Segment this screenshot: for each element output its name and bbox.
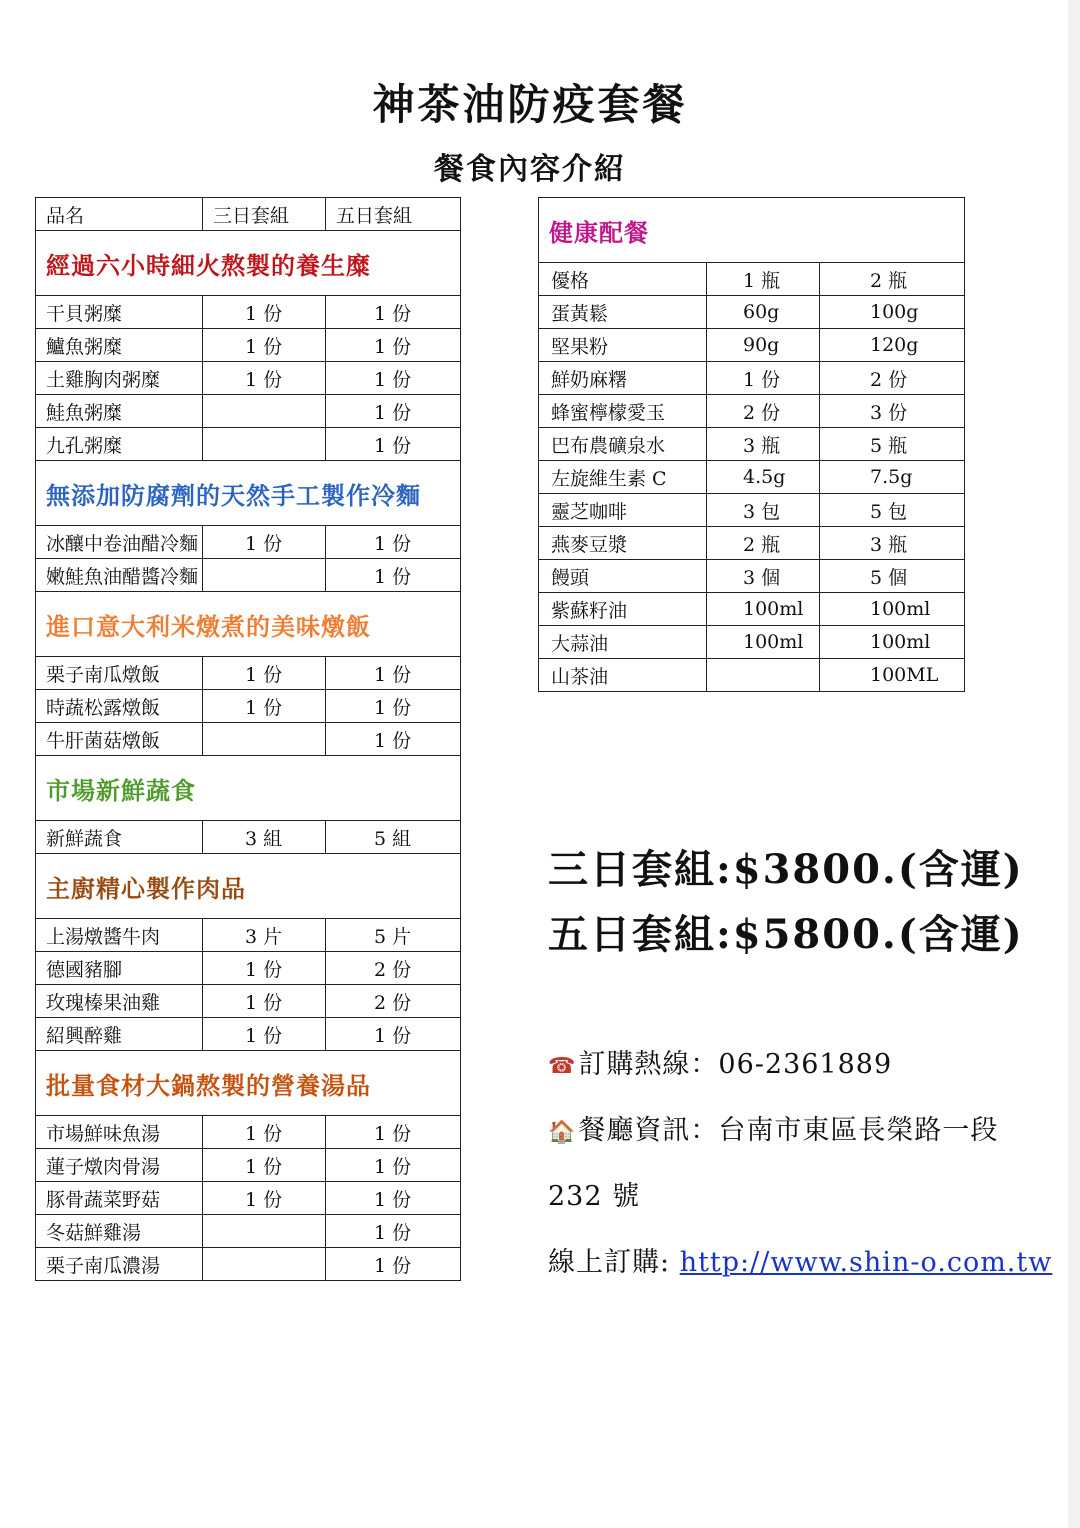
price-three-day: 三日套組:$3800.(含運) xyxy=(548,846,1024,893)
section-title: 健康配餐 xyxy=(539,198,965,263)
item-name: 蓮子燉肉骨湯 xyxy=(36,1149,203,1182)
five-day-qty: 100ml xyxy=(820,626,965,659)
table-row xyxy=(36,329,461,362)
item-name: 市場鮮味魚湯 xyxy=(36,1116,203,1149)
three-day-qty xyxy=(203,428,326,461)
five-day-qty: 1 份 xyxy=(326,1182,461,1215)
table-row xyxy=(36,1018,461,1051)
page-subtitle: 餐食內容介紹 xyxy=(434,152,626,187)
three-day-qty: 1 瓶 xyxy=(707,263,820,296)
hotline-text: 訂購熱線：06-2361889 xyxy=(578,1049,893,1080)
three-day-qty: 1 份 xyxy=(203,1182,326,1215)
item-name: 德國豬腳 xyxy=(36,952,203,985)
three-day-qty: 1 份 xyxy=(203,329,326,362)
table-row xyxy=(539,428,965,461)
table-row xyxy=(539,461,965,494)
three-day-qty: 1 份 xyxy=(203,1018,326,1051)
three-day-qty: 1 份 xyxy=(203,952,326,985)
section-title: 主廚精心製作肉品 xyxy=(36,854,461,919)
five-day-qty: 3 份 xyxy=(820,395,965,428)
table-row xyxy=(36,1149,461,1182)
three-day-qty: 3 片 xyxy=(203,919,326,952)
three-day-qty xyxy=(203,395,326,428)
item-name: 嫩鮭魚油醋醬冷麵 xyxy=(36,559,203,592)
item-name: 鮮奶麻糬 xyxy=(539,362,707,395)
website-link[interactable]: http://www.shin-o.com.tw xyxy=(679,1247,1053,1278)
five-day-qty: 120g xyxy=(820,329,965,362)
three-day-qty: 1 份 xyxy=(203,362,326,395)
three-day-qty xyxy=(203,559,326,592)
page-edge-strip xyxy=(1068,0,1080,1528)
three-day-qty: 2 份 xyxy=(707,395,820,428)
three-day-qty: 1 份 xyxy=(707,362,820,395)
item-name: 栗子南瓜濃湯 xyxy=(36,1248,203,1281)
three-day-qty: 4.5g xyxy=(707,461,820,494)
item-name: 豚骨蔬菜野菇 xyxy=(36,1182,203,1215)
item-name: 大蒜油 xyxy=(539,626,707,659)
house-icon: 🏠 xyxy=(548,1120,577,1145)
table-row xyxy=(539,560,965,593)
three-day-qty: 1 份 xyxy=(203,1116,326,1149)
header-cell: 品名 xyxy=(36,198,203,231)
address-line-2: 232 號 xyxy=(548,1181,641,1212)
table-row xyxy=(36,690,461,723)
table-row xyxy=(36,1182,461,1215)
five-day-qty: 1 份 xyxy=(326,329,461,362)
header-cell: 五日套組 xyxy=(326,198,461,231)
five-day-qty: 2 份 xyxy=(326,985,461,1018)
table-row xyxy=(36,362,461,395)
item-name: 玫瑰榛果油雞 xyxy=(36,985,203,1018)
restaurant-info xyxy=(548,1108,998,1147)
item-name: 巴布農礦泉水 xyxy=(539,428,707,461)
online-order-label: 線上訂購: xyxy=(548,1247,680,1278)
table-row xyxy=(36,1116,461,1149)
three-day-qty xyxy=(203,1248,326,1281)
item-name: 九孔粥糜 xyxy=(36,428,203,461)
five-day-qty: 1 份 xyxy=(326,723,461,756)
table-row xyxy=(36,985,461,1018)
item-name: 蜂蜜檸檬愛玉 xyxy=(539,395,707,428)
five-day-qty: 1 份 xyxy=(326,559,461,592)
item-name: 紹興醉雞 xyxy=(36,1018,203,1051)
five-day-qty: 7.5g xyxy=(820,461,965,494)
three-day-qty: 1 份 xyxy=(203,526,326,559)
three-day-qty: 3 包 xyxy=(707,494,820,527)
three-day-qty: 90g xyxy=(707,329,820,362)
item-name: 左旋維生素 C xyxy=(539,461,707,494)
price-five-day: 五日套組:$5800.(含運) xyxy=(548,911,1024,958)
address-line-1: 餐廳資訊：台南市東區長榮路一段 xyxy=(578,1115,999,1146)
item-name: 優格 xyxy=(539,263,707,296)
three-day-qty xyxy=(203,1215,326,1248)
five-day-qty: 1 份 xyxy=(326,1149,461,1182)
table-row xyxy=(36,1248,461,1281)
section-row xyxy=(539,198,965,263)
item-name: 時蔬松露燉飯 xyxy=(36,690,203,723)
health-addon-table xyxy=(538,197,965,692)
five-day-qty: 1 份 xyxy=(326,657,461,690)
item-name: 鱸魚粥糜 xyxy=(36,329,203,362)
phone-icon: ☎ xyxy=(548,1054,577,1079)
item-name: 土雞胸肉粥糜 xyxy=(36,362,203,395)
table-row xyxy=(36,395,461,428)
three-day-qty: 1 份 xyxy=(203,296,326,329)
section-row xyxy=(36,592,461,657)
five-day-qty: 2 瓶 xyxy=(820,263,965,296)
three-day-qty: 3 組 xyxy=(203,821,326,854)
five-day-qty: 1 份 xyxy=(326,1116,461,1149)
section-row xyxy=(36,756,461,821)
item-name: 新鮮蔬食 xyxy=(36,821,203,854)
five-day-qty: 1 份 xyxy=(326,1248,461,1281)
three-day-qty: 1 份 xyxy=(203,657,326,690)
set-menu-table xyxy=(35,197,461,1281)
section-title: 無添加防腐劑的天然手工製作冷麵 xyxy=(36,461,461,526)
item-name: 堅果粉 xyxy=(539,329,707,362)
item-name: 饅頭 xyxy=(539,560,707,593)
five-day-qty: 100g xyxy=(820,296,965,329)
table-row xyxy=(539,296,965,329)
table-row xyxy=(539,362,965,395)
item-name: 干貝粥糜 xyxy=(36,296,203,329)
table-row xyxy=(539,329,965,362)
table-row xyxy=(36,919,461,952)
header-cell: 三日套組 xyxy=(203,198,326,231)
table-row xyxy=(539,626,965,659)
five-day-qty: 5 片 xyxy=(326,919,461,952)
table-row xyxy=(36,723,461,756)
item-name: 燕麥豆漿 xyxy=(539,527,707,560)
table-row xyxy=(36,296,461,329)
item-name: 冬菇鮮雞湯 xyxy=(36,1215,203,1248)
five-day-qty: 1 份 xyxy=(326,1018,461,1051)
table-row xyxy=(36,952,461,985)
section-row xyxy=(36,1051,461,1116)
five-day-qty: 1 份 xyxy=(326,690,461,723)
three-day-qty: 3 瓶 xyxy=(707,428,820,461)
three-day-qty: 100ml xyxy=(707,593,820,626)
three-day-qty xyxy=(203,723,326,756)
three-day-qty: 1 份 xyxy=(203,1149,326,1182)
section-row xyxy=(36,854,461,919)
three-day-qty: 1 份 xyxy=(203,985,326,1018)
five-day-qty: 100ml xyxy=(820,593,965,626)
three-day-qty: 1 份 xyxy=(203,690,326,723)
item-name: 鮭魚粥糜 xyxy=(36,395,203,428)
five-day-qty: 1 份 xyxy=(326,1215,461,1248)
order-hotline xyxy=(548,1042,892,1081)
five-day-qty: 1 份 xyxy=(326,296,461,329)
five-day-qty: 2 份 xyxy=(326,952,461,985)
section-row xyxy=(36,461,461,526)
five-day-qty: 2 份 xyxy=(820,362,965,395)
item-name: 栗子南瓜燉飯 xyxy=(36,657,203,690)
online-order xyxy=(548,1240,1052,1279)
five-day-qty: 5 包 xyxy=(820,494,965,527)
item-name: 靈芝咖啡 xyxy=(539,494,707,527)
table-row xyxy=(539,263,965,296)
three-day-qty xyxy=(707,659,820,692)
table-row xyxy=(539,494,965,527)
five-day-qty: 5 瓶 xyxy=(820,428,965,461)
table-row xyxy=(36,526,461,559)
five-day-qty: 1 份 xyxy=(326,428,461,461)
five-day-qty: 5 個 xyxy=(820,560,965,593)
table-row xyxy=(36,821,461,854)
table-row xyxy=(36,1215,461,1248)
table-row xyxy=(539,593,965,626)
five-day-qty: 1 份 xyxy=(326,526,461,559)
section-title: 批量食材大鍋熬製的營養湯品 xyxy=(36,1051,461,1116)
section-row xyxy=(36,231,461,296)
three-day-qty: 2 瓶 xyxy=(707,527,820,560)
five-day-qty: 3 瓶 xyxy=(820,527,965,560)
table-header-row xyxy=(36,198,461,231)
section-title: 市場新鮮蔬食 xyxy=(36,756,461,821)
table-row xyxy=(539,395,965,428)
item-name: 紫蘇籽油 xyxy=(539,593,707,626)
item-name: 牛肝菌菇燉飯 xyxy=(36,723,203,756)
three-day-qty: 60g xyxy=(707,296,820,329)
five-day-qty: 100ML xyxy=(820,659,965,692)
section-title: 進口意大利米燉煮的美味燉飯 xyxy=(36,592,461,657)
item-name: 蛋黃鬆 xyxy=(539,296,707,329)
item-name: 冰釀中卷油醋冷麵 xyxy=(36,526,203,559)
table-row xyxy=(36,428,461,461)
item-name: 山茶油 xyxy=(539,659,707,692)
item-name: 上湯燉醬牛肉 xyxy=(36,919,203,952)
page-title: 神茶油防疫套餐 xyxy=(372,80,688,129)
table-row xyxy=(539,659,965,692)
table-row xyxy=(36,657,461,690)
three-day-qty: 3 個 xyxy=(707,560,820,593)
three-day-qty: 100ml xyxy=(707,626,820,659)
table-row xyxy=(36,559,461,592)
five-day-qty: 1 份 xyxy=(326,362,461,395)
five-day-qty: 1 份 xyxy=(326,395,461,428)
five-day-qty: 5 組 xyxy=(326,821,461,854)
section-title: 經過六小時細火熬製的養生糜 xyxy=(36,231,461,296)
table-row xyxy=(539,527,965,560)
